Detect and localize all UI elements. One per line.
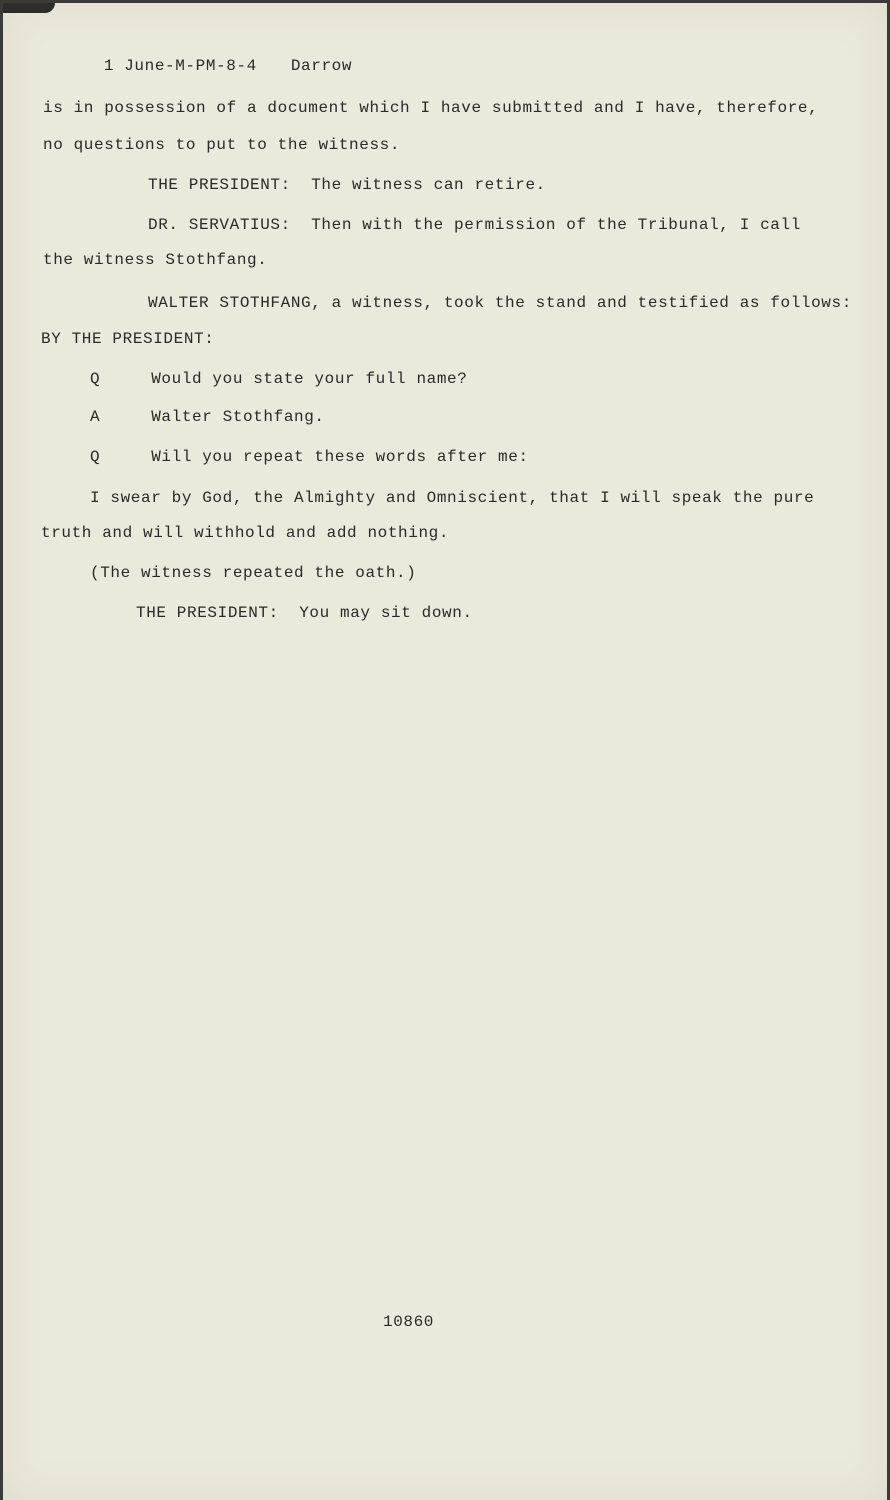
page-number: 10860 <box>383 1313 435 1331</box>
transcript-line: THE PRESIDENT: The witness can retire. <box>148 176 546 194</box>
transcript-line: truth and will withhold and add nothing. <box>41 524 450 542</box>
transcript-line: no questions to put to the witness. <box>43 136 401 154</box>
document-page <box>3 3 887 1500</box>
transcript-line: Q Will you repeat these words after me: <box>90 448 529 466</box>
page-header <box>63 36 352 96</box>
transcript-line: is in possession of a document which I have submitted and I have, therefore, <box>43 99 819 117</box>
transcript-line: I swear by God, the Almighty and Omniscient, that I will speak the pure <box>90 489 815 507</box>
transcript-line: THE PRESIDENT: You may sit down. <box>136 604 473 622</box>
transcript-line: (The witness repeated the oath.) <box>90 564 417 582</box>
transcript-line: A Walter Stothfang. <box>90 408 325 426</box>
page-corner-scrap <box>3 3 55 13</box>
header-reporter: Darrow <box>290 57 353 75</box>
transcript-line: Q Would you state your full name? <box>90 370 468 388</box>
transcript-line: DR. SERVATIUS: Then with the permission of the Tribunal, I call <box>148 216 801 234</box>
header-reference: 1 June-M-PM-8-4 <box>103 57 257 75</box>
transcript-line: BY THE PRESIDENT: <box>41 330 215 348</box>
transcript-line: the witness Stothfang. <box>43 251 268 269</box>
transcript-line: WALTER STOTHFANG, a witness, took the stand and testified as follows: <box>148 294 852 312</box>
